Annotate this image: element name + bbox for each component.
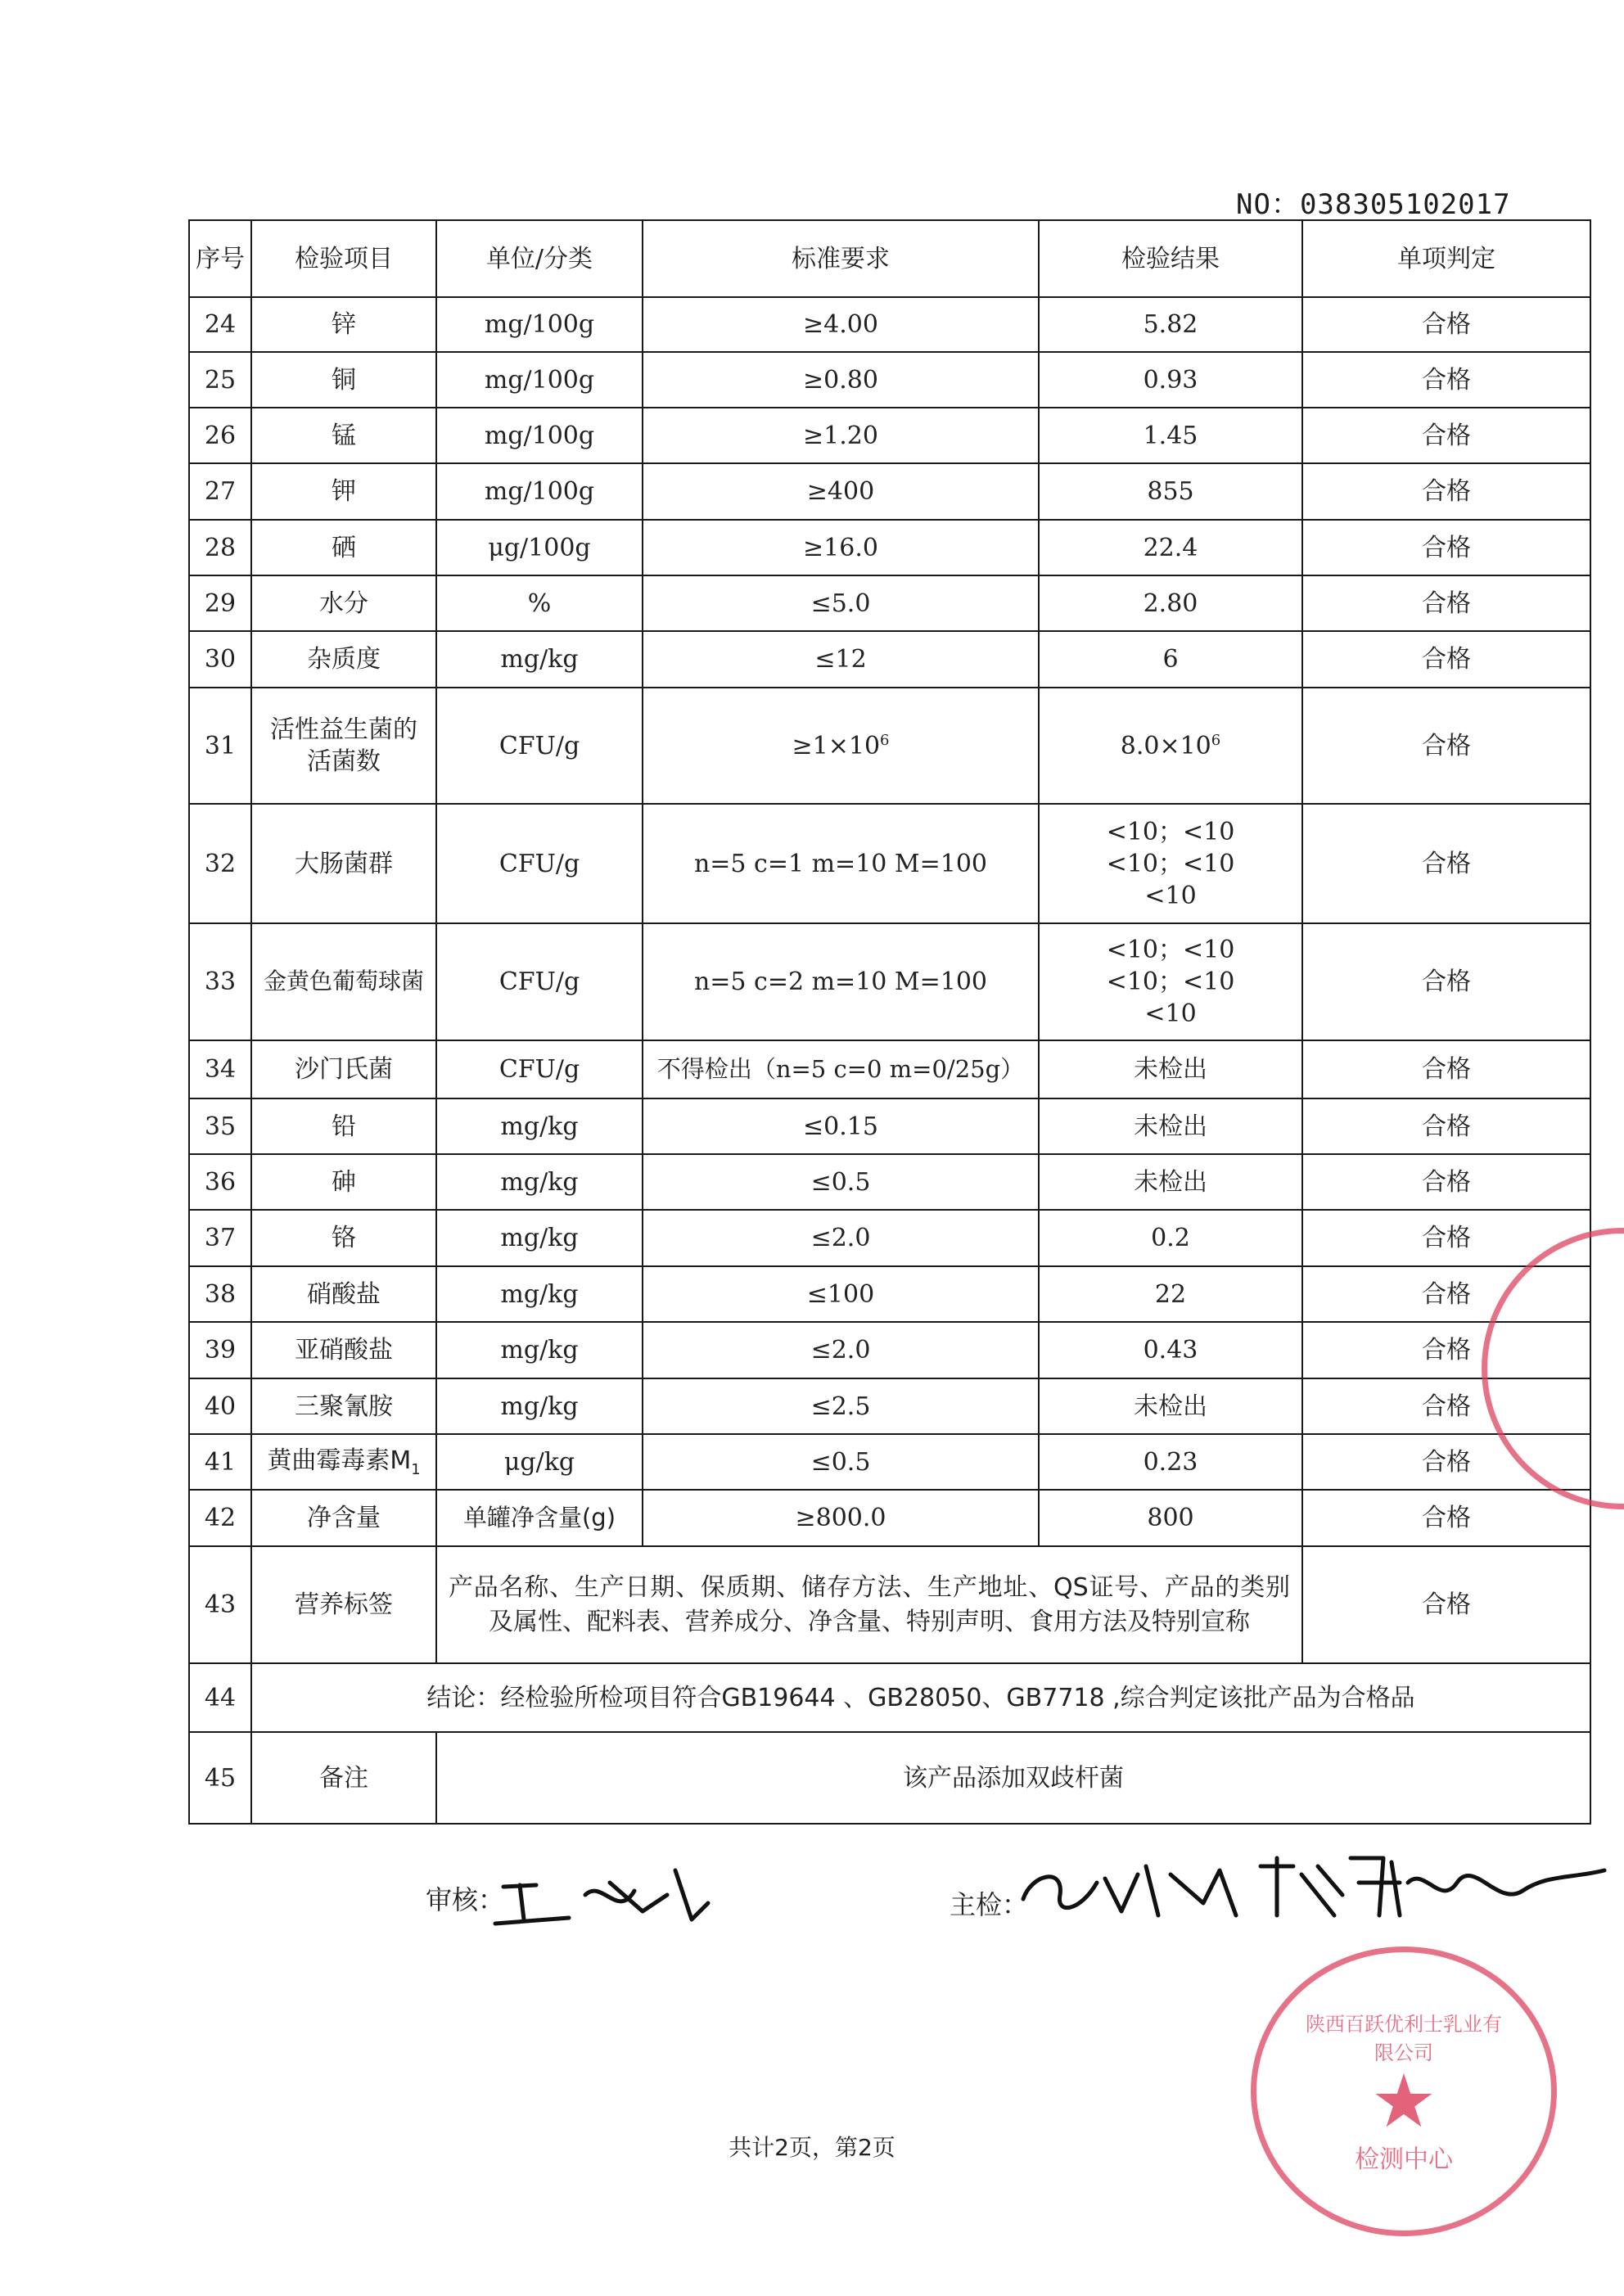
result-line: <10；<10 <box>1106 817 1235 846</box>
row-standard: ≤2.0 <box>643 1322 1039 1378</box>
row-result: 未检出 <box>1039 1098 1302 1154</box>
row-standard: ≥400 <box>643 463 1039 520</box>
row-standard: ≤2.0 <box>643 1210 1039 1266</box>
table-row <box>189 1434 1590 1490</box>
row-number: 39 <box>189 1322 251 1378</box>
conclusion-text: 结论：经检验所检项目符合GB19644 、GB28050、GB7718 ,综合判定该批产品为合格品 <box>251 1663 1590 1732</box>
row-unit: μg/kg <box>436 1434 643 1490</box>
table-row <box>189 1266 1590 1322</box>
row-result: 855 <box>1039 463 1302 520</box>
row-item: 亚硝酸盐 <box>251 1322 436 1378</box>
standard-exponent: 6 <box>880 731 890 749</box>
row-result <box>1039 688 1302 804</box>
row-item: 铬 <box>251 1210 436 1266</box>
row-item: 铜 <box>251 352 436 408</box>
result-line: <10；<10 <box>1106 849 1235 878</box>
row-item <box>251 688 436 804</box>
row-item: 净含量 <box>251 1490 436 1546</box>
remark-text: 该产品添加双歧杆菌 <box>436 1732 1590 1824</box>
row-result: 6 <box>1039 631 1302 688</box>
header-seq: 序号 <box>189 220 251 297</box>
row-standard: ≥16.0 <box>643 520 1039 575</box>
row-item: 水分 <box>251 575 436 631</box>
row-standard: 不得检出（n=5 c=0 m=0/25g） <box>643 1040 1039 1098</box>
row-item: 三聚氰胺 <box>251 1378 436 1434</box>
row-unit: % <box>436 575 643 631</box>
row-standard: ≤100 <box>643 1266 1039 1322</box>
row-item: 硝酸盐 <box>251 1266 436 1322</box>
row-unit: CFU/g <box>436 688 643 804</box>
result-line: <10；<10 <box>1106 936 1235 964</box>
row-item: 钾 <box>251 463 436 520</box>
row-judgement: 合格 <box>1302 352 1590 408</box>
row-item <box>251 1434 436 1490</box>
row-unit: CFU/g <box>436 923 643 1040</box>
row-judgement: 合格 <box>1302 1490 1590 1546</box>
row-judgement: 合格 <box>1302 688 1590 804</box>
row-judgement: 合格 <box>1302 1266 1590 1322</box>
row-number: 36 <box>189 1154 251 1210</box>
row-number: 25 <box>189 352 251 408</box>
reviewer-signature <box>479 1846 724 1944</box>
row-item: 营养标签 <box>251 1546 436 1663</box>
row-item: 沙门氏菌 <box>251 1040 436 1098</box>
standard-base: ≥1×10 <box>792 731 881 760</box>
row-number: 27 <box>189 463 251 520</box>
row-number: 34 <box>189 1040 251 1098</box>
row-number: 37 <box>189 1210 251 1266</box>
result-line: <10 <box>1144 999 1197 1028</box>
table-row <box>189 1322 1590 1378</box>
row-item: 硒 <box>251 520 436 575</box>
row-item-line: 活菌数 <box>307 747 381 776</box>
row-result: 5.82 <box>1039 297 1302 352</box>
row-unit: μg/100g <box>436 520 643 575</box>
remark-label: 备注 <box>251 1732 436 1824</box>
row-unit: mg/kg <box>436 1378 643 1434</box>
row-judgement: 合格 <box>1302 631 1590 688</box>
row-result: 800 <box>1039 1490 1302 1546</box>
row-number: 29 <box>189 575 251 631</box>
row-result <box>1039 923 1302 1040</box>
row-judgement: 合格 <box>1302 297 1590 352</box>
row-unit: CFU/g <box>436 804 643 923</box>
header-item: 检验项目 <box>251 220 436 297</box>
row-result: 未检出 <box>1039 1040 1302 1098</box>
row-item-line: 活性益生菌的 <box>270 715 417 744</box>
row-standard: ≤0.5 <box>643 1154 1039 1210</box>
inspector-signatures <box>1015 1834 1621 1940</box>
row-number: 38 <box>189 1266 251 1322</box>
table-row <box>189 1040 1590 1098</box>
row-result: 未检出 <box>1039 1378 1302 1434</box>
row-number: 31 <box>189 688 251 804</box>
table-row <box>189 1378 1590 1434</box>
row-standard: ≥800.0 <box>643 1490 1039 1546</box>
row-judgement: 合格 <box>1302 463 1590 520</box>
row-number: 44 <box>189 1663 251 1732</box>
row-number: 32 <box>189 804 251 923</box>
row-number: 28 <box>189 520 251 575</box>
company-stamp <box>1251 1946 1557 2236</box>
table-header-row <box>189 220 1590 297</box>
row-result: 0.23 <box>1039 1434 1302 1490</box>
row-item: 金黄色葡萄球菌 <box>251 923 436 1040</box>
row-standard: ≥0.80 <box>643 352 1039 408</box>
table-row <box>189 1210 1590 1266</box>
row-result <box>1039 804 1302 923</box>
row-number: 40 <box>189 1378 251 1434</box>
row-item: 锰 <box>251 408 436 463</box>
row-result: 22.4 <box>1039 520 1302 575</box>
result-line: <10；<10 <box>1106 968 1235 996</box>
row-item: 大肠菌群 <box>251 804 436 923</box>
row-number: 33 <box>189 923 251 1040</box>
row-standard: n=5 c=2 m=10 M=100 <box>643 923 1039 1040</box>
row-standard: ≤5.0 <box>643 575 1039 631</box>
row-unit: mg/kg <box>436 1154 643 1210</box>
table-row <box>189 631 1590 688</box>
row-unit: CFU/g <box>436 1040 643 1098</box>
inspector-label: 主检： <box>950 1889 1029 1920</box>
row-judgement: 合格 <box>1302 1546 1590 1663</box>
table-row <box>189 520 1590 575</box>
row-unit: mg/100g <box>436 463 643 520</box>
item-subscript: 1 <box>411 1460 421 1478</box>
row-unit: mg/kg <box>436 1098 643 1154</box>
row-unit: mg/100g <box>436 297 643 352</box>
row-item: 杂质度 <box>251 631 436 688</box>
header-standard: 标准要求 <box>643 220 1039 297</box>
stamp-text: 陕西百跃优利士乳业有限公司 <box>1306 2013 1502 2064</box>
result-base: 8.0×10 <box>1120 731 1211 760</box>
stamp-subtext: 检测中心 <box>1355 2145 1453 2174</box>
table-row <box>189 923 1590 1040</box>
table-row <box>189 297 1590 352</box>
table-row <box>189 1154 1590 1210</box>
row-standard: ≤0.5 <box>643 1434 1039 1490</box>
row-number: 43 <box>189 1546 251 1663</box>
row-unit: mg/100g <box>436 352 643 408</box>
row-judgement: 合格 <box>1302 408 1590 463</box>
row-item: 锌 <box>251 297 436 352</box>
table-row <box>189 1490 1590 1546</box>
row-judgement: 合格 <box>1302 1378 1590 1434</box>
row-item: 砷 <box>251 1154 436 1210</box>
inspection-table <box>188 219 1591 1825</box>
result-exponent: 6 <box>1211 731 1221 749</box>
result-line: <10 <box>1144 881 1197 910</box>
table-row <box>189 575 1590 631</box>
table-row <box>189 1098 1590 1154</box>
row-result: 0.2 <box>1039 1210 1302 1266</box>
row-number: 42 <box>189 1490 251 1546</box>
row-number: 24 <box>189 297 251 352</box>
row-judgement: 合格 <box>1302 1434 1590 1490</box>
header-unit: 单位/分类 <box>436 220 643 297</box>
table-row <box>189 1546 1590 1663</box>
remark-row <box>189 1732 1590 1824</box>
row-judgement: 合格 <box>1302 1322 1590 1378</box>
row-number: 26 <box>189 408 251 463</box>
row-result: 未检出 <box>1039 1154 1302 1210</box>
row-result: 1.45 <box>1039 408 1302 463</box>
row-standard: n=5 c=1 m=10 M=100 <box>643 804 1039 923</box>
conclusion-row <box>189 1663 1590 1732</box>
row-unit: mg/kg <box>436 1322 643 1378</box>
reviewer-label: 审核： <box>426 1884 505 1915</box>
nutrition-label-requirements: 产品名称、生产日期、保质期、储存方法、生产地址、QS证号、产品的类别及属性、配料表、营养成分、净含量、特别声明、食用方法及特别宣称 <box>436 1546 1302 1663</box>
row-judgement: 合格 <box>1302 923 1590 1040</box>
row-item: 铅 <box>251 1098 436 1154</box>
header-judgement: 单项判定 <box>1302 220 1590 297</box>
row-standard: ≤12 <box>643 631 1039 688</box>
row-result: 2.80 <box>1039 575 1302 631</box>
star-icon: ★ <box>1370 2059 1437 2145</box>
row-standard: ≥4.00 <box>643 297 1039 352</box>
row-result: 0.43 <box>1039 1322 1302 1378</box>
table-row <box>189 352 1590 408</box>
row-standard: ≤0.15 <box>643 1098 1039 1154</box>
row-unit: mg/100g <box>436 408 643 463</box>
row-number: 45 <box>189 1732 251 1824</box>
row-unit: mg/kg <box>436 1210 643 1266</box>
page-footer: 共计2页，第2页 <box>729 2134 895 2161</box>
row-judgement: 合格 <box>1302 575 1590 631</box>
row-judgement: 合格 <box>1302 1154 1590 1210</box>
row-number: 30 <box>189 631 251 688</box>
row-unit: mg/kg <box>436 1266 643 1322</box>
row-standard <box>643 688 1039 804</box>
row-result: 22 <box>1039 1266 1302 1322</box>
table-row <box>189 408 1590 463</box>
item-base: 黄曲霉毒素M <box>267 1446 412 1475</box>
row-number: 41 <box>189 1434 251 1490</box>
row-unit: 单罐净含量(g) <box>436 1490 643 1546</box>
header-result: 检验结果 <box>1039 220 1302 297</box>
table-row <box>189 688 1590 804</box>
row-judgement: 合格 <box>1302 520 1590 575</box>
row-judgement: 合格 <box>1302 804 1590 923</box>
row-judgement: 合格 <box>1302 1210 1590 1266</box>
row-result: 0.93 <box>1039 352 1302 408</box>
row-judgement: 合格 <box>1302 1098 1590 1154</box>
row-standard: ≥1.20 <box>643 408 1039 463</box>
report-number: NO：038305102017 <box>1236 188 1511 221</box>
row-unit: mg/kg <box>436 631 643 688</box>
row-standard: ≤2.5 <box>643 1378 1039 1434</box>
table-row <box>189 804 1590 923</box>
table-row <box>189 463 1590 520</box>
row-number: 35 <box>189 1098 251 1154</box>
row-judgement: 合格 <box>1302 1040 1590 1098</box>
